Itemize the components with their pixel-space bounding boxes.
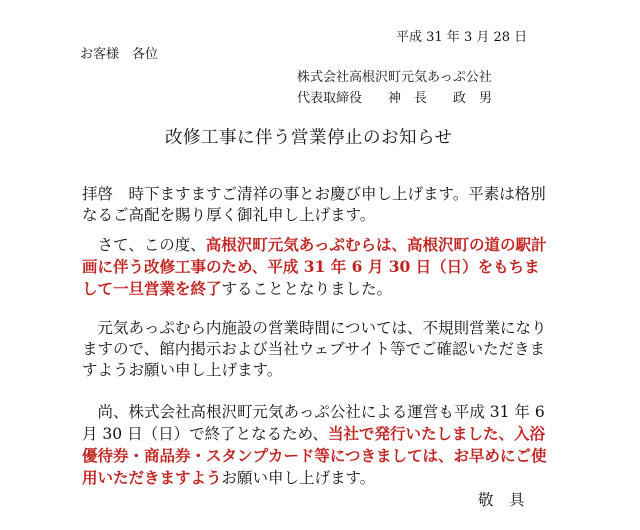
closure-text (82, 234, 552, 300)
closure-tail: することとなりました。 (221, 280, 393, 298)
closure-highlight: 高根沢町元気あっぷむらは、高根沢町の道の駅計画に伴う改修工事のため、平成 31 年 6 月 30 日（日）をもちまして一旦営業を終了 (82, 235, 547, 298)
closing: 敬 具 (478, 491, 525, 509)
representative: 代表取締役 神 長 政 男 (297, 91, 493, 106)
paragraph-greeting (82, 184, 552, 226)
vouchers-tail: お願い申し上げます。 (221, 469, 376, 487)
company-name: 株式会社高根沢町元気あっぷ公社 (297, 70, 492, 85)
closure-lead: さて、この度、 (82, 236, 206, 254)
recipient: お客様 各位 (80, 47, 159, 62)
paragraph-vouchers (82, 402, 552, 489)
vouchers-text (82, 402, 552, 489)
hours-text: 元気あっぷむら内施設の営業時間については、不規則営業になりますので、館内掲示および当社ウェブサイト等でご確認いただきますようお願い申し上げます。 (82, 319, 547, 379)
paragraph-hours (82, 318, 552, 381)
date: 平成 31 年 3 月 28 日 (396, 30, 528, 45)
notice-title: 改修工事に伴う営業停止のお知らせ (165, 128, 453, 148)
greeting-text: 拝啓 時下ますますご清祥の事とお慶び申し上げます。平素は格別なるご高配を賜り厚く御礼申し上げます。 (82, 185, 546, 224)
vouchers-highlight: 当社で発行いたしました、入浴優待券・商品券・スタンプカード等につきましては、お早めにご使用いただきますよう (82, 424, 547, 487)
paragraph-closure (82, 234, 552, 300)
vouchers-lead: 尚、株式会社高根沢町元気あっぷ公社による運営も平成 31 年 6 月 30 日（日）で終了となるため、 (82, 403, 545, 443)
